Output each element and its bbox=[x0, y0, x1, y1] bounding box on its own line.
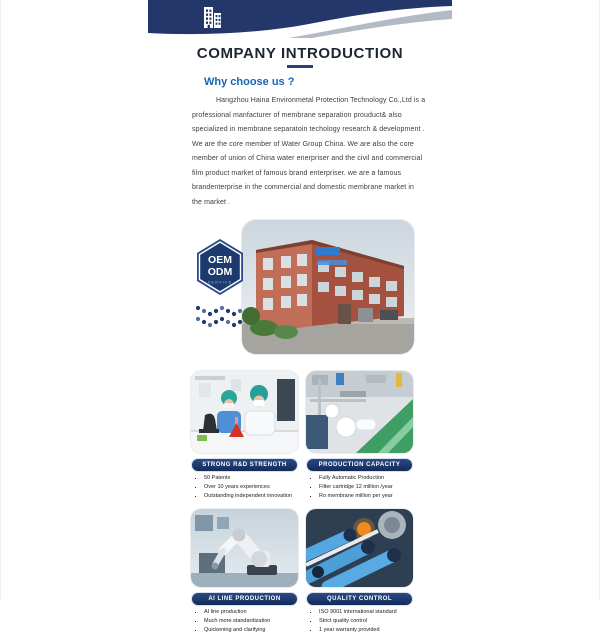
bullet-item: ▪ 1 year warranty provided bbox=[319, 627, 413, 635]
header-wave-graphic bbox=[148, 0, 452, 38]
membrane-line-photo bbox=[306, 509, 413, 587]
bullet-item: ▪ AI line production bbox=[204, 609, 298, 617]
tile-ai-line-production bbox=[191, 509, 298, 638]
bullet-item: ▪ Fully Automatic Production bbox=[319, 475, 413, 483]
bullet-item: ▪ Quickening and clarifying bbox=[204, 627, 298, 635]
bullet-item: ▪ ISO 9001 international standard bbox=[319, 609, 413, 617]
tile-production-capacity bbox=[306, 371, 413, 505]
figure-row bbox=[148, 220, 452, 358]
banner-ai-line-production: AI LINE PRODUCTION bbox=[191, 592, 298, 606]
bullets-production-capacity bbox=[306, 475, 413, 501]
bullet-item: ▪ Strict quality control bbox=[319, 618, 413, 626]
header-banner bbox=[148, 0, 452, 38]
bullets-ai-line-production bbox=[191, 609, 298, 635]
bullet-item: ▪ Over 10 years experiences bbox=[204, 484, 298, 492]
oem-odm-badge bbox=[194, 238, 246, 296]
robot-arm-photo bbox=[191, 509, 298, 587]
chevron-dots-icon bbox=[194, 301, 246, 335]
intro-section bbox=[148, 76, 452, 210]
production-line-photo bbox=[306, 371, 413, 453]
badge-line-oem: OEM bbox=[208, 254, 232, 266]
bullet-item: ▪ Outstanding independent innovation bbox=[204, 493, 298, 501]
title-underline bbox=[287, 65, 313, 68]
bullets-strong-rd-strength bbox=[191, 475, 298, 501]
bullet-item: ▪ Much more standardization bbox=[204, 618, 298, 626]
bullet-item: ▪ Ro membrane million per year bbox=[319, 493, 413, 501]
bullet-item: ▪ 50 Patents bbox=[204, 475, 298, 483]
bullets-quality-control bbox=[306, 609, 413, 635]
badge-line-service: SERVICE bbox=[208, 280, 233, 285]
banner-production-capacity: PRODUCTION CAPACITY bbox=[306, 458, 413, 472]
page-title: COMPANY INTRODUCTION bbox=[148, 45, 452, 62]
lab-research-photo bbox=[191, 371, 298, 453]
factory-building-photo bbox=[242, 220, 414, 354]
tile-strong-rd-strength bbox=[191, 371, 298, 505]
badge-column bbox=[192, 238, 248, 340]
tile-quality-control bbox=[306, 509, 413, 638]
why-choose-us-heading: Why choose us ? bbox=[204, 76, 426, 88]
intro-paragraph: Hangzhou Haina Environmetal Protection Technology Co.,Ltd is a professional manfacturer of membrane separation prouduct& also specialized in membrane separatoin techology research & development . We are the core member of Water Group China. We are also the core member of union of China water enerpriser and the civil and commercial film product market of famous brand enterpriser. we are a famous brandenterprise in the commercial and domestic membrane market in the market . bbox=[192, 94, 426, 210]
bullet-item: ▪ Filter cartridge 12 million /year bbox=[319, 484, 413, 492]
feature-tiles-grid bbox=[191, 371, 452, 638]
banner-quality-control: QUALITY CONTROL bbox=[306, 592, 413, 606]
building-icon bbox=[198, 4, 224, 32]
badge-line-odm: ODM bbox=[208, 266, 233, 278]
banner-strong-rd-strength: STRONG R&D STRENGTH bbox=[191, 458, 298, 472]
